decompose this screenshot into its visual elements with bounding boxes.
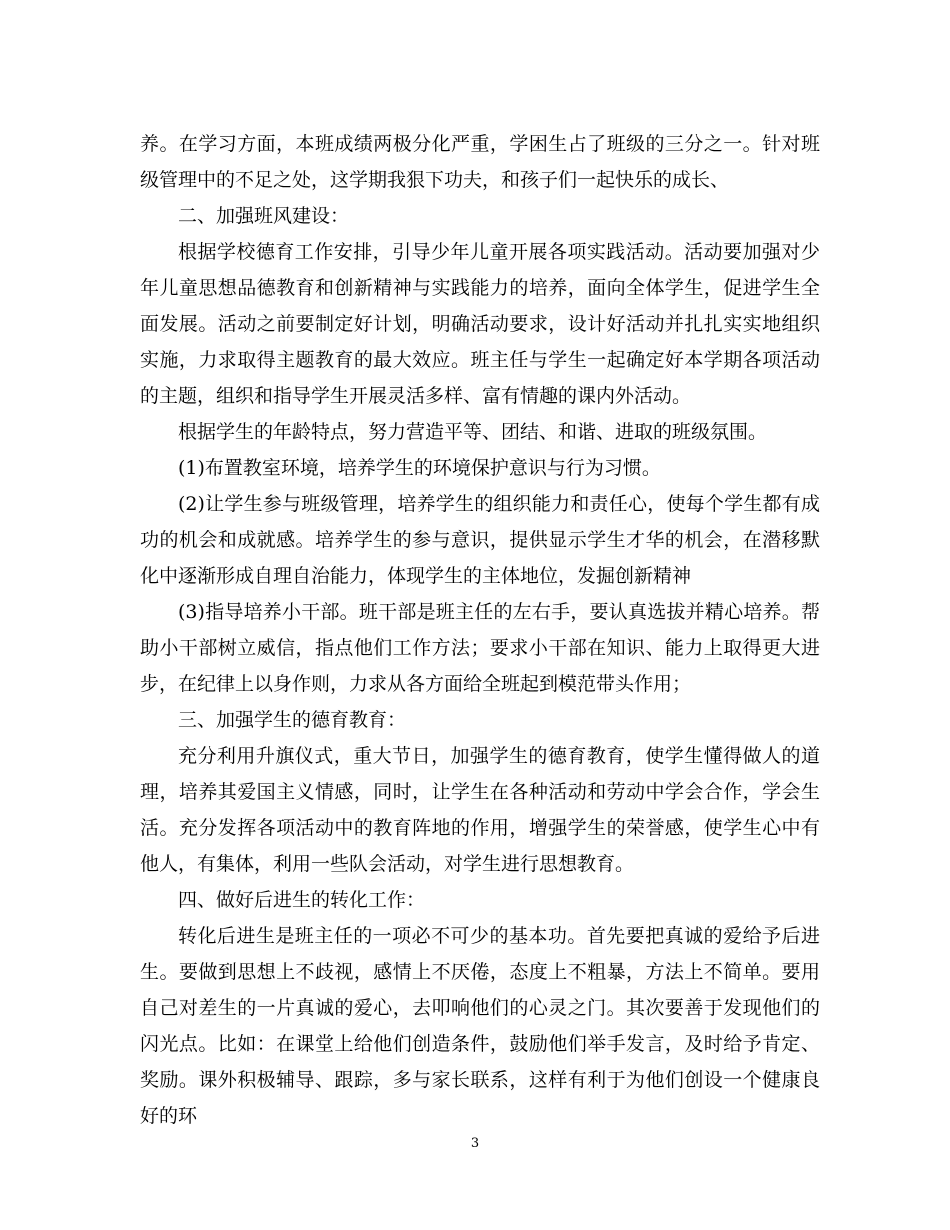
paragraph-11: 转化后进生是班主任的一项必不可少的基本功。首先要把真诚的爱给予后进生。要做到思想上不歧视，感情上不厌倦，态度上不粗暴，方法上不简单。要用自己对差生的一片真诚的爱心，去叩响他们的心灵之门。其次要善于发现他们的闪光点。比如：在课堂上给他们创造条件，鼓励他们举手发言，及时给予肯定、奖励。课外积极辅导、跟踪，多与家长联系，这样有利于为他们创设一个健康良好的环	[140, 925, 820, 1127]
paragraph-9: 充分利用升旗仪式，重大节日，加强学生的德育教育，使学生懂得做人的道理，培养其爱国主义情感，同时，让学生在各种活动和劳动中学会合作，学会生活。充分发挥各项活动中的教育阵地的作用，增强学生的荣誉感，使学生心中有他人，有集体，利用一些队会活动，对学生进行思想教育。	[140, 745, 820, 875]
section-heading-2: 二、加强班风建设：	[178, 205, 350, 227]
paragraph-1: 养。在学习方面，本班成绩两极分化严重，学困生占了班级的三分之一。针对班级管理中的不足之处，这学期我狠下功夫，和孩子们一起快乐的成长、	[140, 133, 820, 191]
body-text	[140, 126, 820, 1134]
paragraph-3: 根据学校德育工作安排，引导少年儿童开展各项实践活动。活动要加强对少年儿童思想品德教育和创新精神与实践能力的培养，面向全体学生，促进学生全面发展。活动之前要制定好计划，明确活动要求，设计好活动并扎扎实实地组织实施，力求取得主题教育的最大效应。班主任与学生一起确定好本学期各项活动的主题，组织和指导学生开展灵活多样、富有情趣的课内外活动。	[140, 241, 820, 407]
list-item-1: (1)布置教室环境，培养学生的环境保护意识与行为习惯。	[178, 457, 661, 479]
section-heading-3: 三、加强学生的德育教育：	[178, 709, 407, 731]
list-item-2: (2)让学生参与班级管理，培养学生的组织能力和责任心，使每个学生都有成功的机会和成就感。培养学生的参与意识，提供显示学生才华的机会，在潜移默化中逐渐形成自理自治能力，体现学生的主体地位，发掘创新精神	[140, 493, 820, 587]
paragraph-4: 根据学生的年龄特点，努力营造平等、团结、和谐、进取的班级氛围。	[178, 421, 768, 443]
page-number: 3	[470, 1136, 480, 1151]
list-item-3: (3)指导培养小干部。班干部是班主任的左右手，要认真选拔并精心培养。帮助小干部树立威信，指点他们工作方法；要求小干部在知识、能力上取得更大进步，在纪律上以身作则，力求从各方面给全班起到模范带头作用；	[140, 601, 820, 695]
section-heading-4: 四、做好后进生的转化工作：	[178, 889, 426, 911]
